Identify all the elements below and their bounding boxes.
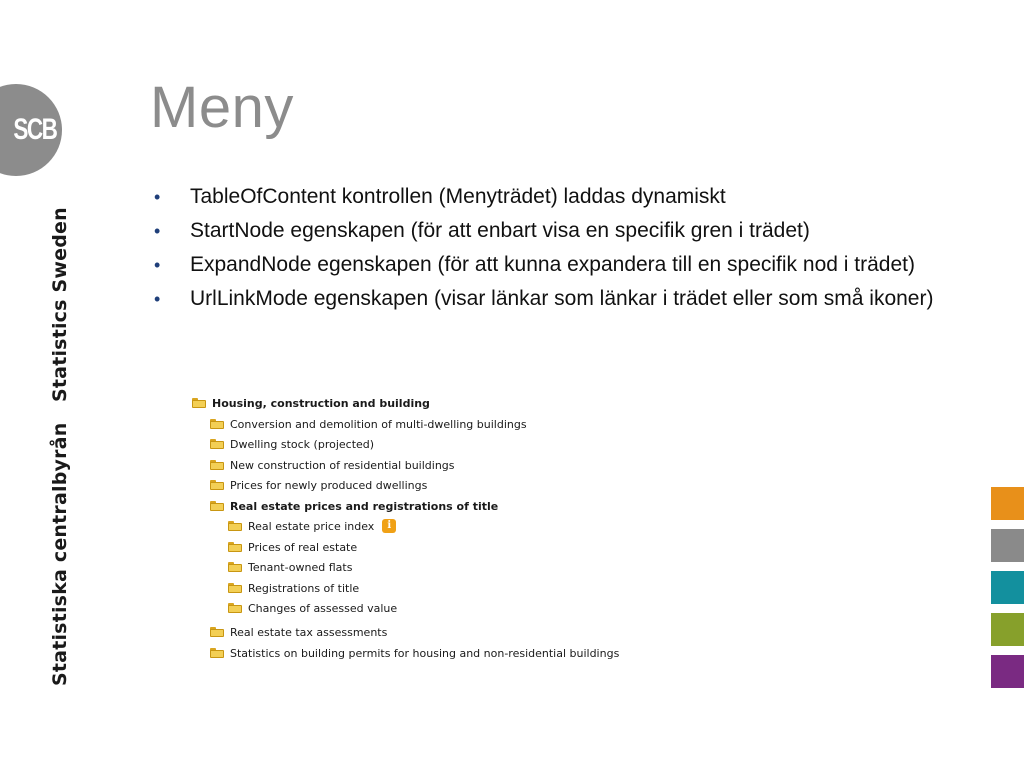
- bullet-text: ExpandNode egenskapen (för att kunna expandera till en specifik nod i trädet): [190, 253, 915, 276]
- folder-icon: [228, 542, 242, 552]
- bullet-item: [152, 286, 962, 312]
- folder-icon: [192, 398, 206, 408]
- tree-node-label: Tenant-owned flats: [248, 560, 353, 574]
- bullet-list: [152, 184, 962, 320]
- tree-node[interactable]: [210, 623, 387, 641]
- tree-node[interactable]: [210, 476, 427, 494]
- tree-node-label: Prices for newly produced dwellings: [230, 478, 428, 492]
- slide-title: Meny: [150, 75, 294, 140]
- folder-icon: [228, 603, 242, 613]
- tree-node-label: Changes of assessed value: [248, 601, 398, 615]
- tree-node[interactable]: [210, 644, 619, 662]
- tree-node-label: Prices of real estate: [248, 540, 358, 554]
- tree-node-label: Statistics on building permits for housing and non-residential buildings: [230, 646, 620, 660]
- bullet-text: TableOfContent kontrollen (Menyträdet) laddas dynamiskt: [190, 185, 726, 208]
- bullet-text: UrlLinkMode egenskapen (visar länkar som länkar i trädet eller som små ikoner): [190, 287, 934, 310]
- tree-node-label: Real estate tax assessments: [230, 625, 388, 639]
- bullet-icon: •: [154, 221, 161, 241]
- scb-logo: [0, 84, 62, 176]
- tree-node-expanded[interactable]: [210, 497, 498, 515]
- color-swatch-purple: [991, 655, 1024, 688]
- bullet-icon: •: [154, 187, 161, 207]
- folder-icon: [228, 562, 242, 572]
- folder-icon: [228, 583, 242, 593]
- org-name-swedish: Statistiska centralbyrån: [49, 422, 71, 686]
- tree-subnode[interactable]: [228, 599, 397, 617]
- folder-icon: [228, 521, 242, 531]
- folder-icon: [210, 460, 224, 470]
- folder-icon: [210, 439, 224, 449]
- tree-node-label: Real estate prices and registrations of title: [230, 499, 499, 513]
- bullet-item: [152, 218, 962, 244]
- scb-logo-text: SCB: [12, 113, 56, 146]
- tree-subnode[interactable]: [228, 538, 357, 556]
- tree-node-label: Registrations of title: [248, 581, 360, 595]
- tree-node-label: Housing, construction and building: [212, 396, 430, 410]
- tree-node-label: Dwelling stock (projected): [230, 437, 375, 451]
- folder-icon: [210, 501, 224, 511]
- folder-icon: [210, 419, 224, 429]
- tree-node-label: New construction of residential buildings: [230, 458, 455, 472]
- tree-node[interactable]: [210, 415, 527, 433]
- bullet-item: [152, 252, 962, 278]
- tree-subnode[interactable]: [228, 579, 359, 597]
- folder-icon: [210, 480, 224, 490]
- tree-node-label: Conversion and demolition of multi-dwelling buildings: [230, 417, 527, 431]
- color-swatch-green: [991, 613, 1024, 646]
- bullet-icon: •: [154, 255, 161, 275]
- bullet-item: [152, 184, 962, 210]
- tree-subnode[interactable]: [228, 517, 396, 535]
- tree-node[interactable]: [210, 435, 374, 453]
- color-swatch-teal: [991, 571, 1024, 604]
- color-swatch-gray: [991, 529, 1024, 562]
- folder-icon: [210, 627, 224, 637]
- tree-node[interactable]: [210, 456, 455, 474]
- org-name-english: Statistics Sweden: [49, 207, 71, 402]
- folder-icon: [210, 648, 224, 658]
- bullet-text: StartNode egenskapen (för att enbart visa en specifik gren i trädet): [190, 219, 810, 242]
- color-swatch-orange: [991, 487, 1024, 520]
- bullet-icon: •: [154, 289, 161, 309]
- tree-node-label: Real estate price index: [248, 519, 375, 533]
- tree-subnode[interactable]: [228, 558, 352, 576]
- tree-node-root[interactable]: [192, 394, 430, 412]
- info-icon[interactable]: i: [382, 519, 396, 533]
